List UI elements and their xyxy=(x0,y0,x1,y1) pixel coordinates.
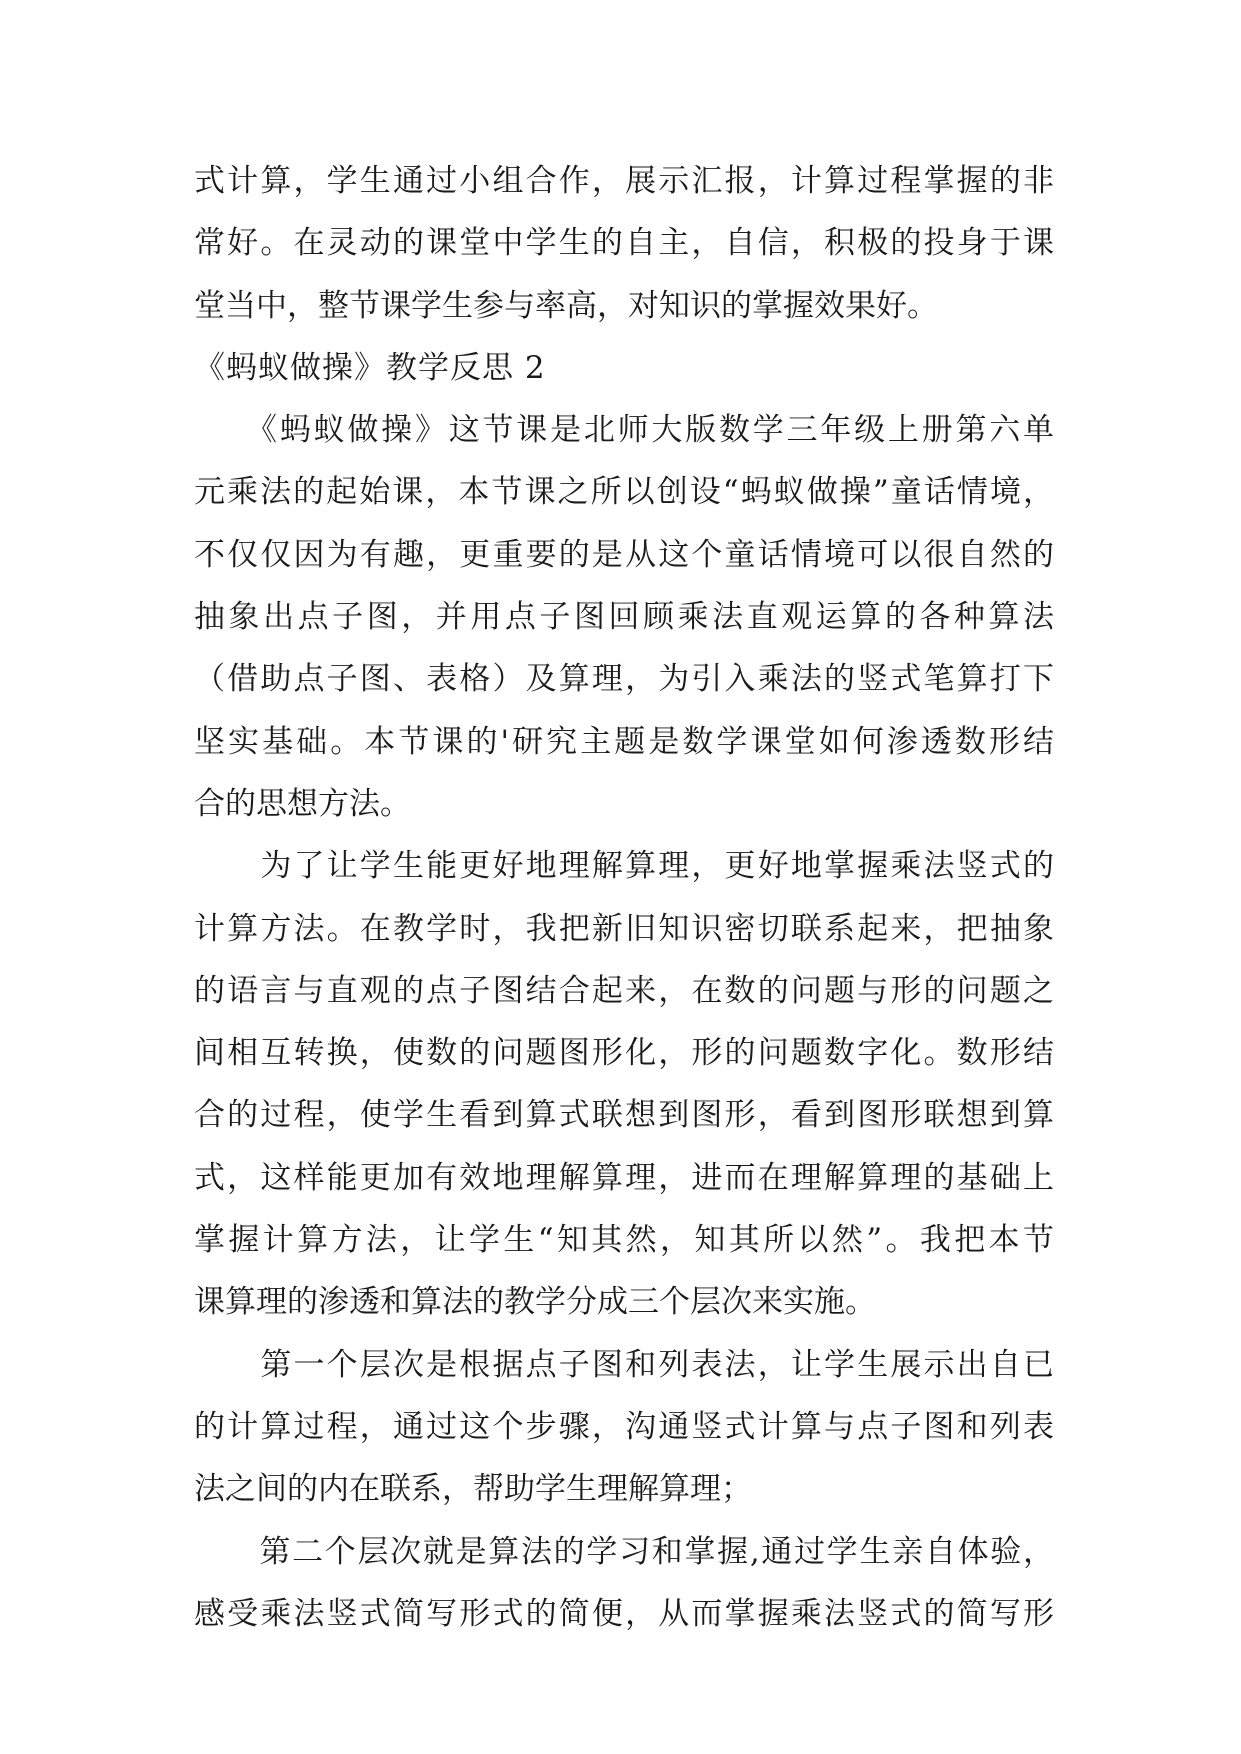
text-line: 的语言与直观的点子图结合起来，在数的问题与形的问题之 xyxy=(194,972,1054,1009)
text-line: 元乘法的起始课，本节课之所以创设“蚂蚁做操”童话情境， xyxy=(194,474,1054,511)
text-line: 第二个层次就是算法的学习和掌握,通过学生亲自体验， xyxy=(194,1533,1054,1570)
text-line: 为了让学生能更好地理解算理，更好地掌握乘法竖式的 xyxy=(194,848,1054,885)
text-line: 间相互转换，使数的问题图形化，形的问题数字化。数形结 xyxy=(194,1035,1054,1072)
text-line: 坚实基础。本节课的'研究主题是数学课堂如何渗透数形结 xyxy=(194,723,1054,760)
text-line: 合的思想方法。 xyxy=(194,785,411,822)
text-line: 式计算，学生通过小组合作，展示汇报，计算过程掌握的非 xyxy=(194,163,1054,199)
text-line: （借助点子图、表格）及算理，为引入乘法的竖式笔算打下 xyxy=(194,661,1054,698)
text-line: 抽象出点子图，并用点子图回顾乘法直观运算的各种算法 xyxy=(194,599,1054,636)
text-line: 合的过程，使学生看到算式联想到图形，看到图形联想到算 xyxy=(194,1097,1054,1134)
text-line: 《蚂蚁做操》这节课是北师大版数学三年级上册第六单 xyxy=(194,412,1054,449)
text-line: 课算理的渗透和算法的教学分成三个层次来实施。 xyxy=(194,1284,876,1321)
section-heading: 《蚂蚁做操》教学反思 2 xyxy=(194,349,546,386)
text-line: 不仅仅因为有趣，更重要的是从这个童话情境可以很自然的 xyxy=(194,536,1054,573)
text-line: 掌握计算方法，让学生“知其然，知其所以然”。我把本节 xyxy=(194,1222,1054,1259)
text-line: 感受乘法竖式简写形式的简便，从而掌握乘法竖式的简写形 xyxy=(194,1595,1054,1632)
text-line: 计算方法。在教学时，我把新旧知识密切联系起来，把抽象 xyxy=(194,910,1054,947)
document-body xyxy=(194,150,1054,1645)
text-line: 第一个层次是根据点子图和列表法，让学生展示出自已 xyxy=(194,1346,1054,1383)
text-line: 式，这样能更加有效地理解算理，进而在理解算理的基础上 xyxy=(194,1159,1054,1196)
text-line: 常好。在灵动的课堂中学生的自主，自信，积极的投身于课 xyxy=(194,225,1054,262)
text-line: 法之间的内在联系，帮助学生理解算理； xyxy=(194,1471,752,1508)
text-line: 堂当中，整节课学生参与率高，对知识的掌握效果好。 xyxy=(194,287,938,324)
text-line: 的计算过程，通过这个步骤，沟通竖式计算与点子图和列表 xyxy=(194,1408,1054,1445)
